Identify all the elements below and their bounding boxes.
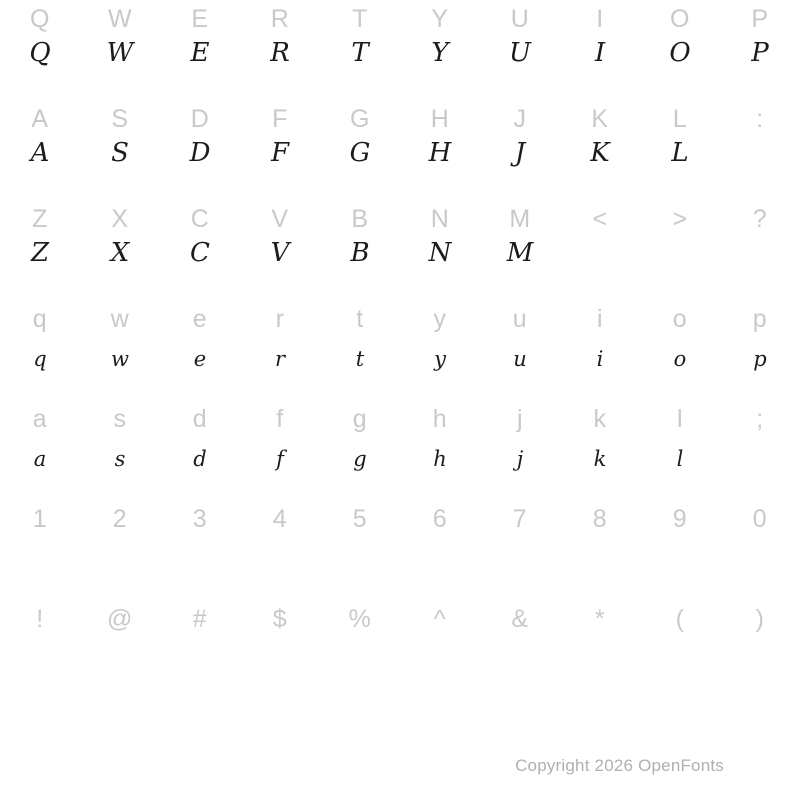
character-cell bbox=[480, 0, 560, 100]
character-glyph-sample: P bbox=[751, 38, 769, 68]
character-key-label: B bbox=[351, 205, 369, 233]
character-cell bbox=[480, 500, 560, 600]
character-cell bbox=[480, 300, 560, 400]
character-glyph-sample: L bbox=[671, 138, 689, 168]
character-cell bbox=[720, 100, 800, 200]
character-key-label: : bbox=[756, 105, 764, 133]
row-upper-qwerty bbox=[0, 0, 800, 100]
character-glyph-sample: W bbox=[106, 38, 134, 68]
character-key-label: 8 bbox=[592, 505, 608, 533]
character-key-label: T bbox=[352, 5, 368, 33]
character-cell bbox=[560, 400, 640, 500]
character-key-label: p bbox=[752, 305, 768, 333]
character-key-label: d bbox=[192, 405, 208, 433]
character-cell bbox=[0, 300, 80, 400]
character-key-label: 3 bbox=[192, 505, 208, 533]
character-key-label: Q bbox=[30, 5, 50, 33]
character-cell bbox=[720, 0, 800, 100]
character-key-label: ! bbox=[36, 605, 44, 633]
character-key-label: @ bbox=[107, 605, 133, 633]
character-glyph-sample: B bbox=[350, 238, 370, 268]
character-glyph-sample: e bbox=[193, 347, 207, 371]
character-cell bbox=[240, 500, 320, 600]
character-key-label: U bbox=[510, 5, 530, 33]
character-cell bbox=[240, 100, 320, 200]
character-cell bbox=[160, 500, 240, 600]
character-cell bbox=[160, 100, 240, 200]
character-glyph-sample: U bbox=[509, 38, 531, 68]
character-cell bbox=[560, 500, 640, 600]
character-key-label: > bbox=[672, 205, 688, 233]
character-cell bbox=[400, 300, 480, 400]
character-cell bbox=[320, 500, 400, 600]
character-glyph-sample: l bbox=[676, 447, 684, 471]
character-cell bbox=[160, 0, 240, 100]
character-cell bbox=[0, 100, 80, 200]
character-glyph-sample: o bbox=[673, 347, 687, 371]
character-cell bbox=[80, 400, 160, 500]
character-glyph-sample: K bbox=[590, 138, 610, 168]
row-lower-asdf bbox=[0, 400, 800, 500]
character-cell bbox=[400, 600, 480, 700]
character-key-label: g bbox=[352, 405, 368, 433]
character-cell bbox=[640, 300, 720, 400]
character-key-label: * bbox=[594, 605, 606, 633]
character-glyph-sample: w bbox=[111, 347, 129, 371]
character-key-label: ( bbox=[675, 605, 685, 633]
character-key-label: S bbox=[111, 105, 129, 133]
character-key-label: C bbox=[190, 205, 210, 233]
character-cell bbox=[320, 300, 400, 400]
character-key-label: h bbox=[432, 405, 448, 433]
character-glyph-sample: Y bbox=[431, 38, 449, 68]
character-key-label: V bbox=[271, 205, 289, 233]
character-cell bbox=[640, 200, 720, 300]
character-cell bbox=[320, 600, 400, 700]
row-lower-qwerty bbox=[0, 300, 800, 400]
character-key-label: & bbox=[511, 605, 529, 633]
character-glyph-sample: I bbox=[594, 38, 606, 68]
character-key-label: t bbox=[356, 305, 364, 333]
character-cell bbox=[320, 400, 400, 500]
character-key-label: Z bbox=[32, 205, 48, 233]
character-cell bbox=[80, 600, 160, 700]
character-cell bbox=[400, 0, 480, 100]
character-key-label: E bbox=[191, 5, 209, 33]
character-cell bbox=[400, 500, 480, 600]
character-cell bbox=[0, 500, 80, 600]
character-key-label: H bbox=[430, 105, 450, 133]
character-key-label: ) bbox=[755, 605, 765, 633]
character-cell bbox=[0, 400, 80, 500]
character-cell bbox=[160, 300, 240, 400]
character-glyph-sample: y bbox=[434, 347, 446, 371]
character-key-label: y bbox=[433, 305, 447, 333]
character-key-label: u bbox=[512, 305, 528, 333]
character-key-label: F bbox=[272, 105, 288, 133]
character-glyph-sample: r bbox=[274, 347, 286, 371]
character-key-label: I bbox=[596, 5, 604, 33]
character-cell bbox=[560, 0, 640, 100]
character-key-label: L bbox=[672, 105, 688, 133]
character-glyph-sample: G bbox=[349, 138, 371, 168]
character-cell bbox=[720, 500, 800, 600]
row-digits bbox=[0, 500, 800, 600]
character-glyph-sample: E bbox=[190, 38, 210, 68]
character-cell bbox=[560, 300, 640, 400]
character-glyph-sample: s bbox=[114, 447, 126, 471]
character-cell bbox=[480, 600, 560, 700]
character-glyph-sample: C bbox=[190, 238, 210, 268]
character-glyph-sample: j bbox=[516, 447, 524, 471]
character-key-label: # bbox=[192, 605, 208, 633]
character-key-label: % bbox=[348, 605, 372, 633]
character-glyph-sample: a bbox=[33, 447, 47, 471]
character-key-label: X bbox=[111, 205, 129, 233]
character-key-label: 2 bbox=[112, 505, 128, 533]
character-glyph-sample: R bbox=[270, 38, 290, 68]
character-glyph-sample: V bbox=[270, 238, 290, 268]
character-glyph-sample: Q bbox=[29, 38, 51, 68]
character-glyph-sample: F bbox=[270, 138, 290, 168]
character-glyph-sample: X bbox=[110, 238, 130, 268]
character-key-label: f bbox=[276, 405, 284, 433]
character-key-label: D bbox=[190, 105, 210, 133]
character-key-label: Y bbox=[431, 5, 449, 33]
row-upper-asdf bbox=[0, 100, 800, 200]
character-cell bbox=[0, 600, 80, 700]
character-glyph-sample: p bbox=[753, 347, 767, 371]
character-cell bbox=[240, 200, 320, 300]
character-glyph-sample: Z bbox=[30, 238, 50, 268]
character-cell bbox=[240, 400, 320, 500]
character-key-label: r bbox=[275, 305, 285, 333]
character-key-label: l bbox=[676, 405, 684, 433]
character-key-label: ^ bbox=[433, 605, 447, 633]
character-cell bbox=[720, 300, 800, 400]
character-cell bbox=[320, 200, 400, 300]
character-cell bbox=[240, 600, 320, 700]
character-glyph-sample: O bbox=[669, 38, 691, 68]
character-glyph-sample: A bbox=[30, 138, 50, 168]
character-key-label: w bbox=[110, 305, 130, 333]
character-cell bbox=[720, 200, 800, 300]
character-cell bbox=[400, 400, 480, 500]
character-key-label: P bbox=[751, 5, 769, 33]
character-cell bbox=[480, 100, 560, 200]
character-glyph-sample: k bbox=[593, 447, 607, 471]
character-cell bbox=[320, 100, 400, 200]
character-cell bbox=[160, 400, 240, 500]
character-cell bbox=[560, 200, 640, 300]
row-symbols bbox=[0, 600, 800, 700]
character-key-label: 6 bbox=[432, 505, 448, 533]
character-cell bbox=[0, 200, 80, 300]
character-glyph-sample: N bbox=[428, 238, 452, 268]
character-cell bbox=[80, 200, 160, 300]
character-glyph-sample: J bbox=[514, 138, 526, 168]
character-cell bbox=[560, 600, 640, 700]
character-cell bbox=[320, 0, 400, 100]
character-cell bbox=[80, 0, 160, 100]
character-cell bbox=[80, 500, 160, 600]
character-key-label: 0 bbox=[752, 505, 768, 533]
character-cell bbox=[160, 200, 240, 300]
character-key-label: i bbox=[596, 305, 604, 333]
character-cell bbox=[640, 400, 720, 500]
character-cell bbox=[560, 100, 640, 200]
character-cell bbox=[0, 0, 80, 100]
character-key-label: N bbox=[430, 205, 450, 233]
character-key-label: 5 bbox=[352, 505, 368, 533]
character-key-label: $ bbox=[272, 605, 288, 633]
character-key-label: ; bbox=[756, 405, 764, 433]
character-glyph-sample: g bbox=[353, 447, 367, 471]
character-glyph-sample: D bbox=[189, 138, 211, 168]
character-glyph-sample: d bbox=[193, 447, 207, 471]
character-cell bbox=[80, 300, 160, 400]
character-key-label: s bbox=[113, 405, 127, 433]
character-glyph-sample: S bbox=[111, 138, 129, 168]
character-key-label: 9 bbox=[672, 505, 688, 533]
character-key-label: 4 bbox=[272, 505, 288, 533]
character-cell bbox=[400, 200, 480, 300]
character-cell bbox=[240, 0, 320, 100]
character-key-label: q bbox=[32, 305, 48, 333]
character-key-label: o bbox=[672, 305, 688, 333]
character-key-label: J bbox=[513, 105, 527, 133]
character-glyph-sample: q bbox=[33, 347, 47, 371]
character-glyph-sample: h bbox=[433, 447, 447, 471]
character-cell bbox=[480, 400, 560, 500]
character-cell bbox=[160, 600, 240, 700]
character-key-label: ? bbox=[752, 205, 768, 233]
character-key-label: O bbox=[670, 5, 690, 33]
character-key-label: < bbox=[592, 205, 608, 233]
character-cell bbox=[640, 600, 720, 700]
copyright-notice: Copyright 2026 OpenFonts bbox=[515, 756, 724, 775]
character-glyph-sample: t bbox=[355, 347, 365, 371]
character-glyph-sample: T bbox=[351, 38, 369, 68]
character-glyph-sample: f bbox=[276, 447, 284, 471]
character-cell bbox=[480, 200, 560, 300]
character-cell bbox=[640, 0, 720, 100]
character-cell bbox=[400, 100, 480, 200]
character-glyph-sample: H bbox=[428, 138, 452, 168]
character-cell bbox=[240, 300, 320, 400]
character-key-label: 7 bbox=[512, 505, 528, 533]
character-key-label: M bbox=[509, 205, 531, 233]
character-glyph-sample: M bbox=[506, 238, 534, 268]
character-key-label: A bbox=[31, 105, 49, 133]
character-key-label: 1 bbox=[32, 505, 48, 533]
character-key-label: G bbox=[350, 105, 370, 133]
character-cell bbox=[640, 100, 720, 200]
character-glyph-sample: u bbox=[513, 347, 527, 371]
character-key-label: a bbox=[32, 405, 48, 433]
character-cell bbox=[720, 400, 800, 500]
character-glyph-sample: i bbox=[596, 347, 604, 371]
character-key-label: j bbox=[516, 405, 524, 433]
row-upper-zxcv bbox=[0, 200, 800, 300]
character-key-label: R bbox=[270, 5, 290, 33]
character-key-label: K bbox=[591, 105, 609, 133]
character-key-label: k bbox=[593, 405, 607, 433]
character-cell bbox=[720, 600, 800, 700]
character-key-label: W bbox=[107, 5, 133, 33]
character-key-label: e bbox=[192, 305, 208, 333]
character-cell bbox=[80, 100, 160, 200]
character-cell bbox=[640, 500, 720, 600]
